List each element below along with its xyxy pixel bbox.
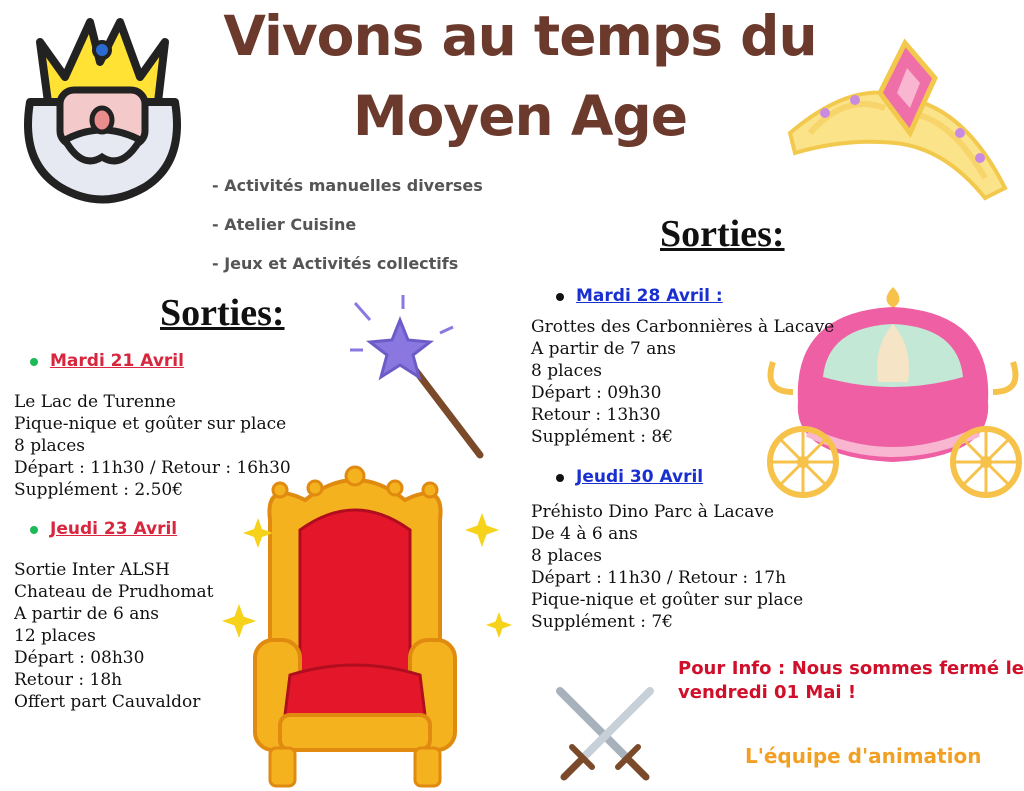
throne-icon bbox=[225, 460, 495, 790]
page-title-line1: Vivons au temps du bbox=[223, 4, 817, 68]
right-outing-2-date bbox=[556, 467, 703, 487]
king-icon bbox=[10, 2, 190, 202]
activity-item: - Atelier Cuisine bbox=[212, 215, 357, 234]
detail-line: 8 places bbox=[14, 436, 85, 456]
detail-line: Retour : 13h30 bbox=[531, 405, 661, 425]
detail-line: Chateau de Prudhomat bbox=[14, 582, 214, 602]
bullet-dot bbox=[30, 358, 38, 366]
detail-line: 8 places bbox=[531, 546, 602, 566]
right-outing-1-details bbox=[531, 316, 834, 448]
detail-line: Retour : 18h bbox=[14, 670, 123, 690]
page-title-line2: Moyen Age bbox=[352, 84, 688, 148]
detail-line: Préhisto Dino Parc à Lacave bbox=[531, 502, 775, 522]
left-outing-1-date bbox=[30, 351, 184, 371]
detail-line: 8 places bbox=[531, 361, 602, 381]
detail-line: Offert part Cauvaldor bbox=[14, 692, 201, 712]
detail-line: Supplément : 7€ bbox=[531, 612, 673, 632]
bullet-dot bbox=[556, 293, 564, 301]
bullet-dot bbox=[30, 526, 38, 534]
crossed-swords-icon bbox=[550, 683, 660, 783]
activity-item: - Activités manuelles diverses bbox=[212, 176, 483, 195]
right-outing-2-details bbox=[531, 501, 803, 633]
detail-line: Départ : 11h30 / Retour : 16h30 bbox=[14, 458, 291, 478]
outing-date: Jeudi 23 Avril bbox=[50, 519, 178, 539]
detail-line: Supplément : 2.50€ bbox=[14, 480, 184, 500]
right-sorties-heading: Sorties: bbox=[660, 213, 785, 255]
detail-line: Supplément : 8€ bbox=[531, 427, 673, 447]
outing-date: Mardi 21 Avril bbox=[50, 351, 184, 371]
activity-item: - Jeux et Activités collectifs bbox=[212, 254, 459, 273]
sparkle-icon bbox=[243, 518, 273, 548]
outing-date: Jeudi 30 Avril bbox=[576, 467, 704, 487]
detail-line: 12 places bbox=[14, 626, 96, 646]
team-signature: L'équipe d'animation bbox=[745, 744, 982, 768]
detail-line: De 4 à 6 ans bbox=[531, 524, 638, 544]
detail-line: Le Lac de Turenne bbox=[14, 392, 176, 412]
detail-line: Départ : 09h30 bbox=[531, 383, 662, 403]
detail-line: Pique-nique et goûter sur place bbox=[14, 414, 287, 434]
detail-line: Départ : 08h30 bbox=[14, 648, 145, 668]
detail-line: Départ : 11h30 / Retour : 17h bbox=[531, 568, 787, 588]
closure-notice: Pour Info : Nous sommes fermé le vendredi 01 Mai ! bbox=[678, 658, 1024, 703]
left-sorties-heading: Sorties: bbox=[160, 292, 285, 334]
detail-line: Pique-nique et goûter sur place bbox=[531, 590, 804, 610]
left-outing-2-date bbox=[30, 519, 177, 539]
sparkle-icon bbox=[222, 604, 256, 638]
detail-line: A partir de 7 ans bbox=[531, 339, 676, 359]
sparkle-icon bbox=[465, 513, 499, 547]
detail-line: Sortie Inter ALSH bbox=[14, 560, 170, 580]
sparkle-icon bbox=[486, 612, 512, 638]
activities-list bbox=[212, 176, 483, 293]
bullet-dot bbox=[556, 474, 564, 482]
detail-line: Grottes des Carbonnières à Lacave bbox=[531, 317, 835, 337]
outing-date: Mardi 28 Avril : bbox=[576, 286, 723, 306]
magic-wand-icon bbox=[345, 295, 495, 465]
detail-line: A partir de 6 ans bbox=[14, 604, 159, 624]
left-outing-2-details bbox=[14, 559, 213, 713]
right-outing-1-date bbox=[556, 286, 723, 306]
left-outing-1-details bbox=[14, 391, 291, 501]
